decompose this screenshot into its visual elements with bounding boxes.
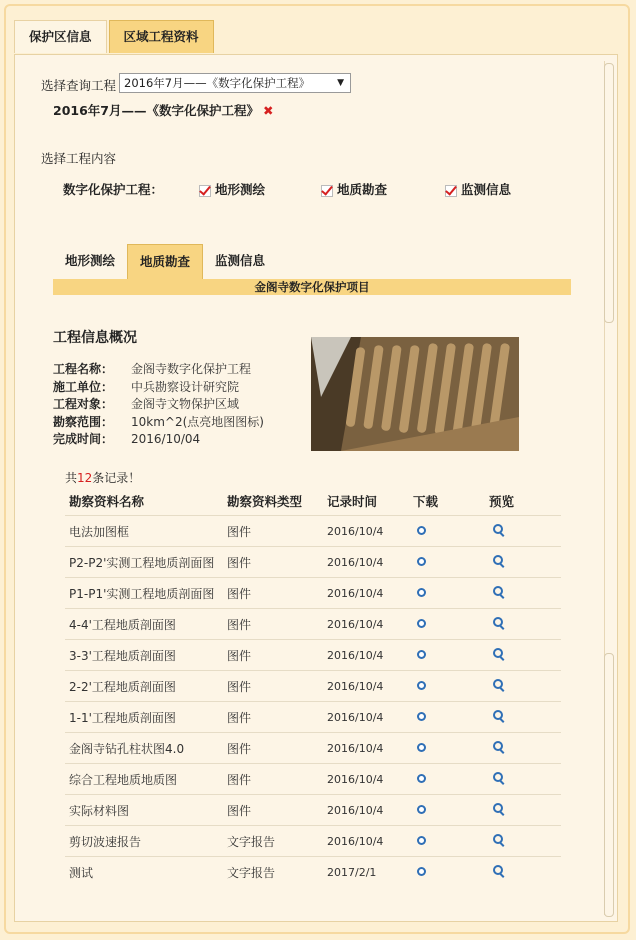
search-icon[interactable] bbox=[493, 679, 505, 691]
record-date: 2016/10/4 bbox=[327, 547, 413, 578]
download-icon[interactable] bbox=[417, 867, 426, 876]
main-tabs bbox=[14, 20, 216, 54]
field-value: 中兵勘察设计研究院 bbox=[131, 379, 240, 394]
checkbox-geological-survey[interactable] bbox=[321, 180, 387, 198]
header-date: 记录时间 bbox=[327, 494, 378, 509]
record-type: 图件 bbox=[227, 795, 327, 826]
field-value: 2016/10/04 bbox=[131, 432, 201, 446]
download-cell bbox=[413, 547, 489, 578]
search-icon[interactable] bbox=[493, 772, 505, 784]
checkbox-monitoring-info[interactable] bbox=[445, 180, 511, 198]
record-type: 文字报告 bbox=[227, 826, 327, 857]
record-date: 2016/10/4 bbox=[327, 733, 413, 764]
preview-cell bbox=[489, 733, 561, 764]
preview-cell bbox=[489, 640, 561, 671]
record-name: 实际材料图 bbox=[65, 795, 227, 826]
tab-regional-engineering-data[interactable]: 区域工程资料 bbox=[109, 20, 214, 53]
download-icon[interactable] bbox=[417, 619, 426, 628]
search-icon[interactable] bbox=[493, 524, 505, 536]
table-row bbox=[65, 640, 561, 671]
overview-title: 工程信息概况 bbox=[53, 330, 137, 346]
record-name: P1-P1'实测工程地质剖面图 bbox=[65, 578, 227, 609]
field-key: 工程对象： bbox=[53, 397, 114, 411]
close-icon[interactable]: ✖ bbox=[263, 103, 274, 118]
download-cell bbox=[413, 702, 489, 733]
download-cell bbox=[413, 609, 489, 640]
download-icon[interactable] bbox=[417, 836, 426, 845]
table-row bbox=[65, 857, 561, 888]
record-date: 2016/10/4 bbox=[327, 609, 413, 640]
field-value: 金阁寺数字化保护工程 bbox=[131, 362, 252, 376]
download-cell bbox=[413, 733, 489, 764]
download-icon[interactable] bbox=[417, 743, 426, 752]
checkbox-icon[interactable] bbox=[199, 185, 211, 197]
tab-terrain-survey[interactable]: 地形测绘 bbox=[65, 253, 116, 268]
field-key: 完成时间： bbox=[53, 432, 114, 446]
field-row bbox=[53, 414, 264, 432]
preview-cell bbox=[489, 516, 561, 547]
record-name: 电法加图框 bbox=[65, 516, 227, 547]
record-type: 图件 bbox=[227, 640, 327, 671]
download-cell bbox=[413, 764, 489, 795]
site-photo bbox=[311, 337, 519, 451]
chevron-down-icon: ▼ bbox=[337, 78, 344, 88]
search-icon[interactable] bbox=[493, 617, 505, 629]
preview-cell bbox=[489, 857, 561, 888]
tab-geological-survey[interactable]: 地质勘查 bbox=[127, 244, 203, 279]
record-name: P2-P2'实测工程地质剖面图 bbox=[65, 547, 227, 578]
record-type: 图件 bbox=[227, 764, 327, 795]
preview-cell bbox=[489, 702, 561, 733]
table-row bbox=[65, 795, 561, 826]
checkbox-terrain-survey[interactable] bbox=[199, 180, 265, 198]
preview-cell bbox=[489, 547, 561, 578]
field-key: 施工单位： bbox=[53, 379, 114, 394]
content-label: 选择工程内容 bbox=[41, 151, 117, 166]
table-row bbox=[65, 764, 561, 795]
download-icon[interactable] bbox=[417, 774, 426, 783]
download-cell bbox=[413, 578, 489, 609]
download-icon[interactable] bbox=[417, 712, 426, 721]
tab-protection-area-info[interactable]: 保护区信息 bbox=[14, 20, 107, 53]
record-name: 1-1'工程地质剖面图 bbox=[65, 702, 227, 733]
download-icon[interactable] bbox=[417, 650, 426, 659]
download-icon[interactable] bbox=[417, 557, 426, 566]
record-type: 图件 bbox=[227, 578, 327, 609]
download-icon[interactable] bbox=[417, 805, 426, 814]
table-row bbox=[65, 578, 561, 609]
record-type: 图件 bbox=[227, 671, 327, 702]
checkbox-icon[interactable] bbox=[321, 185, 333, 197]
preview-cell bbox=[489, 795, 561, 826]
preview-cell bbox=[489, 671, 561, 702]
project-select-value: 2016年7月——《数字化保护工程》 bbox=[124, 76, 311, 90]
record-name: 测试 bbox=[65, 857, 227, 888]
survey-tabs bbox=[53, 244, 277, 279]
records-table bbox=[65, 487, 561, 887]
header-preview: 预览 bbox=[489, 494, 515, 509]
project-select[interactable] bbox=[119, 73, 351, 93]
record-type: 图件 bbox=[227, 547, 327, 578]
preview-cell bbox=[489, 764, 561, 795]
record-date: 2016/10/4 bbox=[327, 795, 413, 826]
header-download: 下载 bbox=[413, 494, 439, 509]
scrollbar-thumb[interactable] bbox=[604, 63, 614, 323]
header-type: 勘察资料类型 bbox=[227, 494, 303, 509]
search-icon[interactable] bbox=[493, 741, 505, 753]
table-row bbox=[65, 733, 561, 764]
download-cell bbox=[413, 857, 489, 888]
field-row bbox=[53, 431, 264, 449]
record-count-suffix: 条记录！ bbox=[92, 471, 141, 485]
download-icon[interactable] bbox=[417, 526, 426, 535]
checkbox-label: 地形测绘 bbox=[215, 182, 266, 197]
download-cell bbox=[413, 795, 489, 826]
checkbox-icon[interactable] bbox=[445, 185, 457, 197]
tab-monitoring-info[interactable]: 监测信息 bbox=[215, 253, 266, 268]
search-icon[interactable] bbox=[493, 586, 505, 598]
field-value: 10km^2(点亮地图图标) bbox=[131, 414, 264, 429]
table-row bbox=[65, 609, 561, 640]
main-panel bbox=[14, 54, 618, 922]
overview-fields bbox=[53, 361, 264, 449]
record-date: 2016/10/4 bbox=[327, 826, 413, 857]
table-row bbox=[65, 826, 561, 857]
record-type: 图件 bbox=[227, 609, 327, 640]
preview-cell bbox=[489, 578, 561, 609]
record-name: 剪切波速报告 bbox=[65, 826, 227, 857]
selected-project-label: 2016年7月——《数字化保护工程》 bbox=[53, 103, 259, 118]
preview-cell bbox=[489, 826, 561, 857]
record-name: 金阁寺钻孔柱状图4.0 bbox=[65, 733, 227, 764]
search-icon[interactable] bbox=[493, 865, 505, 877]
search-icon[interactable] bbox=[493, 555, 505, 567]
content-group-label: 数字化保护工程： bbox=[63, 182, 164, 197]
record-type: 文字报告 bbox=[227, 857, 327, 888]
search-icon[interactable] bbox=[493, 710, 505, 722]
table-row bbox=[65, 702, 561, 733]
checkbox-label: 监测信息 bbox=[461, 182, 512, 197]
search-icon[interactable] bbox=[493, 648, 505, 660]
download-cell bbox=[413, 826, 489, 857]
record-type: 图件 bbox=[227, 733, 327, 764]
download-icon[interactable] bbox=[417, 681, 426, 690]
table-row bbox=[65, 516, 561, 547]
field-value: 金阁寺文物保护区域 bbox=[131, 397, 240, 411]
scrollbar-thumb-lower[interactable] bbox=[604, 653, 614, 917]
record-date: 2016/10/4 bbox=[327, 764, 413, 795]
search-icon[interactable] bbox=[493, 834, 505, 846]
record-count-number: 12 bbox=[77, 471, 93, 485]
table-header bbox=[65, 487, 561, 516]
preview-cell bbox=[489, 609, 561, 640]
field-key: 勘察范围： bbox=[53, 414, 114, 429]
record-date: 2016/10/4 bbox=[327, 516, 413, 547]
field-row bbox=[53, 396, 264, 414]
download-cell bbox=[413, 640, 489, 671]
selected-project bbox=[53, 101, 273, 119]
checkbox-label: 地质勘查 bbox=[337, 182, 388, 197]
query-label: 选择查询工程 bbox=[41, 78, 117, 93]
record-date: 2017/2/1 bbox=[327, 857, 413, 888]
table-row bbox=[65, 671, 561, 702]
record-name: 综合工程地质地质图 bbox=[65, 764, 227, 795]
project-banner: 金阁寺数字化保护项目 bbox=[53, 279, 571, 295]
search-icon[interactable] bbox=[493, 803, 505, 815]
record-type: 图件 bbox=[227, 702, 327, 733]
record-name: 2-2'工程地质剖面图 bbox=[65, 671, 227, 702]
table-row bbox=[65, 547, 561, 578]
download-cell bbox=[413, 516, 489, 547]
field-row bbox=[53, 379, 264, 397]
record-date: 2016/10/4 bbox=[327, 702, 413, 733]
record-name: 4-4'工程地质剖面图 bbox=[65, 609, 227, 640]
field-key: 工程名称： bbox=[53, 362, 114, 376]
download-icon[interactable] bbox=[417, 588, 426, 597]
record-count bbox=[65, 469, 140, 486]
record-type: 图件 bbox=[227, 516, 327, 547]
download-cell bbox=[413, 671, 489, 702]
header-name: 勘察资料名称 bbox=[69, 494, 145, 509]
record-date: 2016/10/4 bbox=[327, 671, 413, 702]
field-row bbox=[53, 361, 264, 379]
record-date: 2016/10/4 bbox=[327, 640, 413, 671]
record-name: 3-3'工程地质剖面图 bbox=[65, 640, 227, 671]
record-date: 2016/10/4 bbox=[327, 578, 413, 609]
record-count-prefix: 共 bbox=[65, 471, 78, 485]
